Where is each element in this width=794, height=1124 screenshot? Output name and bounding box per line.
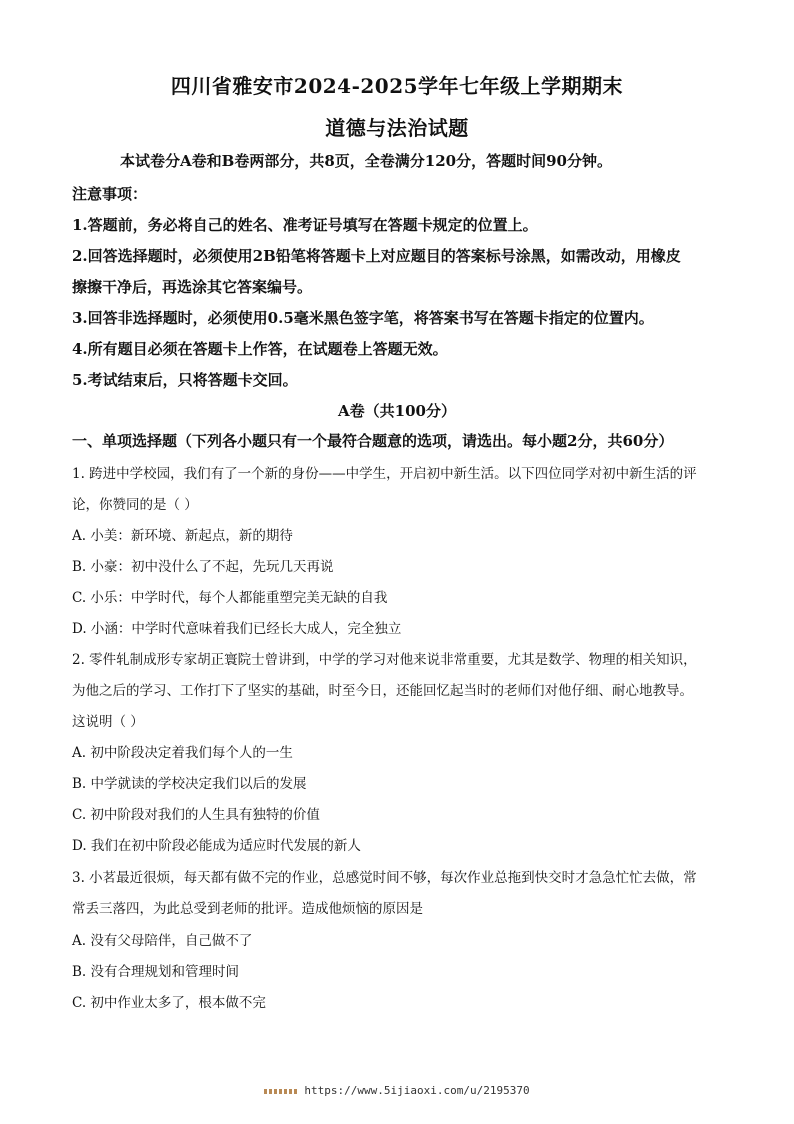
question-3-option-c: C. 初中作业太多了，根本做不完 [72, 995, 266, 1011]
question-1-option-a: A. 小美：新环境、新起点，新的期待 [72, 528, 293, 544]
question-3-stem: 常丢三落四，为此总受到老师的批评。造成他烦恼的原因是 [72, 901, 423, 917]
question-1-stem: 1. 跨进中学校园，我们有了一个新的身份——中学生，开启初中新生活。以下四位同学对初中新生活的评 [72, 466, 697, 482]
watermark-logo-icon [264, 1089, 298, 1094]
question-1-option-b: B. 小豪：初中没什么了不起，先玩几天再说 [72, 559, 334, 575]
question-2-stem: 2. 零件轧制成形专家胡正寰院士曾讲到，中学的学习对他来说非常重要，尤其是数学、物理的相关知识， [72, 652, 697, 668]
exam-intro: 本试卷分A卷和B卷两部分，共8页，全卷满分120分，答题时间90分钟。 [120, 152, 612, 170]
note-item: 擦擦干净后，再选涂其它答案编号。 [72, 278, 313, 296]
note-item: 5.考试结束后，只将答题卡交回。 [72, 371, 298, 389]
note-item: 3.回答非选择题时，必须使用0.5毫米黑色签字笔，将答案书写在答题卡指定的位置内。 [72, 309, 654, 327]
question-2-option-d: D. 我们在初中阶段必能成为适应时代发展的新人 [72, 838, 361, 854]
question-2-option-a: A. 初中阶段决定着我们每个人的一生 [72, 745, 293, 761]
question-3-stem: 3. 小茗最近很烦，每天都有做不完的作业，总感觉时间不够，每次作业总拖到快交时才急急忙忙去做，常 [72, 870, 697, 886]
question-1-option-c: C. 小乐：中学时代，每个人都能重塑完美无缺的自我 [72, 590, 388, 606]
note-item: 4.所有题目必须在答题卡上作答，在试题卷上答题无效。 [72, 340, 448, 358]
question-2-stem: 这说明（ ） [72, 714, 144, 730]
note-item: 1.答题前，务必将自己的姓名、准考证号填写在答题卡规定的位置上。 [72, 216, 538, 234]
part-a-title: A卷（共100分） [338, 402, 456, 420]
question-2-option-b: B. 中学就读的学校决定我们以后的发展 [72, 776, 307, 792]
question-3-option-a: A. 没有父母陪伴，自己做不了 [72, 933, 253, 949]
question-2-option-c: C. 初中阶段对我们的人生具有独特的价值 [72, 807, 320, 823]
question-1-option-d: D. 小涵：中学时代意味着我们已经长大成人，完全独立 [72, 621, 402, 637]
notes-heading: 注意事项： [72, 185, 148, 203]
footer-url[interactable]: https://www.5ijiaoxi.com/u/2195370 [304, 1084, 530, 1097]
question-1-stem: 论，你赞同的是（ ） [72, 497, 198, 513]
exam-subtitle: 道德与法治试题 [325, 116, 469, 140]
note-item: 2.回答选择题时，必须使用2B铅笔将答题卡上对应题目的答案标号涂黑，如需改动，用橡皮 [72, 247, 681, 265]
question-3-option-b: B. 没有合理规划和管理时间 [72, 964, 240, 980]
exam-title: 四川省雅安市2024-2025学年七年级上学期期末 [170, 74, 624, 98]
question-2-stem: 为他之后的学习、工作打下了坚实的基础，时至今日，还能回忆起当时的老师们对他仔细、耐心地教导。 [72, 683, 693, 699]
footer [0, 1084, 794, 1097]
section-heading: 一、单项选择题（下列各小题只有一个最符合题意的选项，请选出。每小题2分，共60分） [72, 432, 674, 450]
